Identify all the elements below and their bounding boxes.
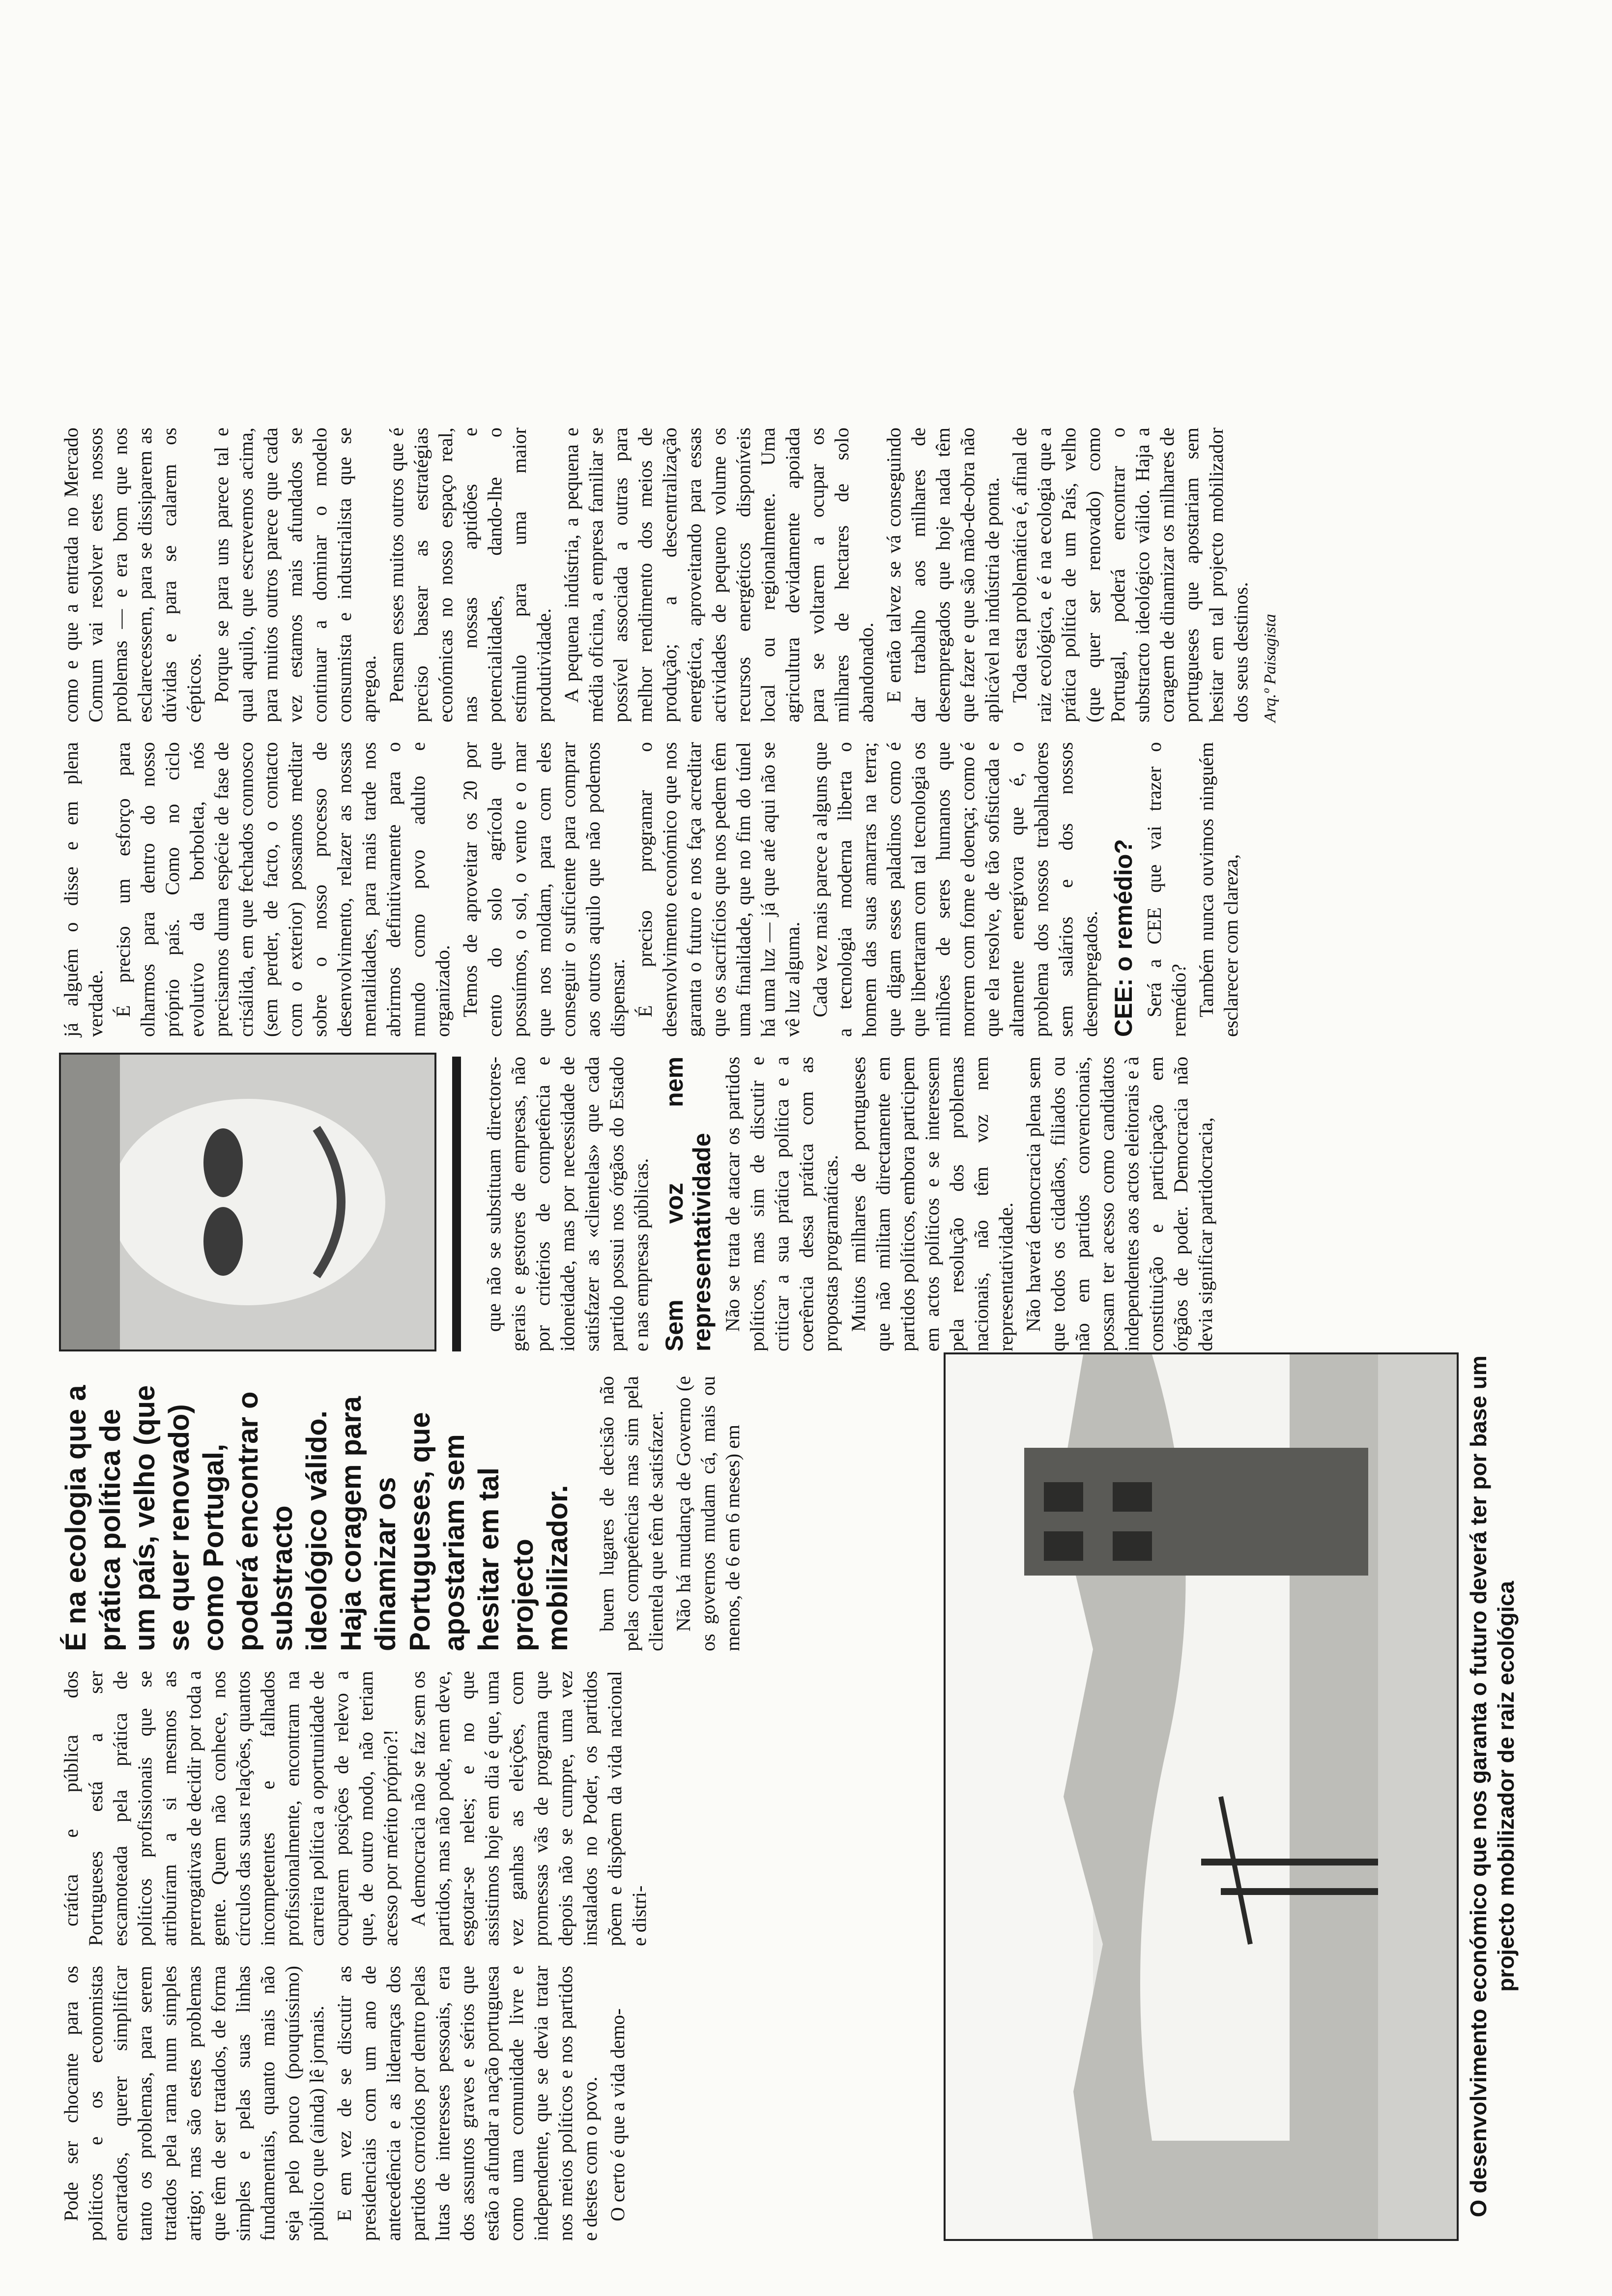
- article-column-1: [59, 1966, 633, 2241]
- paragraph: Não haverá democracia plena sem que todos os cidadãos, filiados ou não em partidos convencionais, possam ter acesso como candidatos independentes aos actos eleitorais e à constituição e participação em órgãos de poder. Democracia não devia significar partidocracia,: [1022, 1057, 1216, 1351]
- paragraph: Temos de aproveitar os 20 por cento do solo agrícola que possuímos, o sol, o vento e o mar que nos moldam, para com eles conseguir o suficiente para comprar aos outros aquilo que não podemos dispensar.: [459, 742, 629, 1037]
- article-column-3: [59, 1376, 748, 1651]
- newspaper-sheet: [59, 39, 1553, 2241]
- subheading: CEE: o remédio?: [1110, 839, 1137, 1037]
- paragraph: Cada vez mais parece a alguns que a tecnologia moderna liberta o homem das suas amarras na terra; que digam esses paladinos como é que libertaram com tal tecnologia os milhões de seres humanos que morrem com fome e doença; como é que ela resolve, de tão sofisticada e altamente energívora que é, o problema dos nossos trabalhadores sem salários e dos nossos desempregados.: [809, 742, 1101, 1037]
- paragraph: Pensam esses muitos outros que é preciso basear as estratégias económicas no nosso espaço real, nas nossas aptidões e potencialidades, dando-lhe o estímulo para uma maior produtividade.: [385, 428, 555, 722]
- paragraph: que não se substituam directores-gerais e gestores de empresas, não por critérios de competência e idoneidade, mas por necessidade de satisfazer as «clientelas» que cada partido possui nos órgãos do Estado e nas empresas públicas.: [483, 1057, 652, 1351]
- portrait-image: [61, 1055, 434, 1349]
- paragraph: Será a CEE que vai trazer o remédio?: [1143, 742, 1190, 1037]
- paragraph: E em vez de se discutir as presidenciais com um ano de antecedência e as lideranças dos partidos corroídos por dentro pelas lutas de interesses pessoais, era dos assuntos graves e sérios que estão a afundar a nação portuguesa como uma comunidade livre e independente, que se devia tratar nos meios políticos e nos partidos e destes com o povo.: [333, 1966, 601, 2241]
- paragraph: como e que a entrada no Mercado Comum vai resolver estes nossos problemas — e era bom que nos esclarecessem, para se dissiparem as dúvidas e para se calarem os cépticos.: [60, 428, 205, 722]
- paragraph: A pequena indústria, a pequena e média oficina, a empresa familiar se possível associada a outras para melhor rendimento dos meios de produção; a descentralização energética, aproveitando para essas actividades de pequeno volume os recursos energéticos disponíveis local ou regionalmente. Uma agricultura devidamente apoiada para se voltarem a ocupar os milhares de hectares de solo abandonado.: [560, 428, 877, 722]
- article-column-5: [59, 742, 1246, 1037]
- paragraph: Pode ser chocante para os políticos e os economistas encartados, querer simplificar tanto os problemas, para serem tratados pela rama num simples artigo; mas são estes problemas que têm de ser tratados, de forma simples e pelas suas linhas fundamentais, quanto mais não seja pelo pouco (pouquíssimo) público que (ainda) lê jornais.: [60, 1966, 328, 2241]
- paragraph: já alguém o disse e em plena verdade.: [60, 742, 107, 1037]
- paragraph: Muitos milhares de portugueses que não militam directamente em partidos políticos, embora participem em actos políticos e se interessem pela resolução dos problemas nacionais, não têm voz nem representatividade.: [847, 1057, 1017, 1351]
- paragraph: crática e pública dos Portugueses está a ser escamoteada pela prática de políticos profissionais que se atribuíram a si mesmos as prerrogativas de decidir por toda a gente. Quem não conhece, nos círculos das suas relações, quantos incompetentes e falhados profissionalmente, encontram na carreira política a oportunidade de ocuparem posições de relevo a que, de outro modo, não teriam acesso por mérito próprio?!: [60, 1671, 402, 1946]
- paragraph: Não se trata de atacar os partidos políticos, mas sim de discutir e criticar a sua prática política e a coerência dessa prática com as propostas programáticas.: [721, 1057, 842, 1351]
- article-column-4: [482, 1057, 1221, 1351]
- paragraph: Não há mudança de Governo (e os governos mudam cá, mais ou menos, de 6 em 6 meses) em: [672, 1376, 744, 1651]
- author-signature: Arq.º Paisagista: [1261, 614, 1279, 722]
- pull-quote: É na ecologia que a prática política de um país, velho (que se quer renovado) como Portugal, poderá encontrar o substracto ideológico válido. Haja coragem para dinamizar os Portugueses, que apostariam sem hesitar em tal projecto mobilizador.: [60, 1385, 574, 1651]
- paragraph: Também nunca ouvimos ninguém esclarecer com clareza,: [1195, 742, 1242, 1037]
- subheading: Sem voz nem representatividade: [661, 1057, 716, 1351]
- photo-caption: O desenvolvimento económico que nos garanta o futuro deverá ter por base um projecto mobilizador de raiz ecológica: [1466, 1355, 1519, 2217]
- portrait-photo: [59, 1053, 436, 1351]
- section-rule: [452, 1057, 461, 1351]
- paragraph: O certo é que a vida demo-: [606, 2008, 629, 2221]
- paragraph: buem lugares de decisão não pelas competências mas sim pela clientela que têm de satisfazer.: [596, 1376, 667, 1651]
- paragraph: A democracia não se faz sem os partidos, mas não pode, nem deve, esgotar-se neles; e no que assistimos hoje em dia é que, uma vez ganhas as eleições, com promessas vãs de programa que depois não se cumpre, uma vez instalados no Poder, os partidos põem e dispõem da vida nacional e distri-: [407, 1671, 650, 1946]
- paragraph: Porque se para uns parece tal e qual aquilo, que escrevemos acima, para muitos outros parece que cada vez estamos mais afundados se continuar a dominar o modelo consumista e industrialista que se apregoa.: [210, 428, 380, 722]
- paragraph: Toda esta problemática é, afinal de raiz ecológica, e é na ecologia que a prática política de um País, velho (que quer ser renovado) como Portugal, poderá encontrar o substracto ideológico válido. Haja a coragem de dinamizar os milhares de portugueses que apostariam sem hesitar em tal projecto mobilizador dos seus destinos.: [1008, 428, 1252, 722]
- paragraph: É preciso programar o desenvolvimento económico que nos garanta o futuro e nos faça acreditar que os sacrifícios que nos pedem têm uma finalidade, que no fim do túnel há uma luz — já que até aqui não se vê luz alguma.: [634, 742, 804, 1037]
- paragraph: É preciso um esforço para olharmos para dentro do nosso próprio país. Como no ciclo evolutivo da borboleta, nós precisamos duma espécie de fase de crisálida, em que fechados connosco (sem perder, de facto, o contacto com o exterior) possamos meditar sobre o nosso processo de desenvolvimento, relazer as nossas mentalidades, para mais tarde nos abrirmos definitivamente para o mundo como povo adulto e organizado.: [112, 742, 454, 1037]
- article-column-2: [59, 1671, 655, 1946]
- landscape-photo: [944, 1352, 1459, 2241]
- article-column-6: [59, 428, 1283, 722]
- landscape-image: [946, 1354, 1457, 2239]
- paragraph: E então talvez se vá conseguindo dar trabalho aos milhares de desempregados que hoje nada têm que fazer e que são mão-de-obra não aplicável na indústria de ponta.: [883, 428, 1003, 722]
